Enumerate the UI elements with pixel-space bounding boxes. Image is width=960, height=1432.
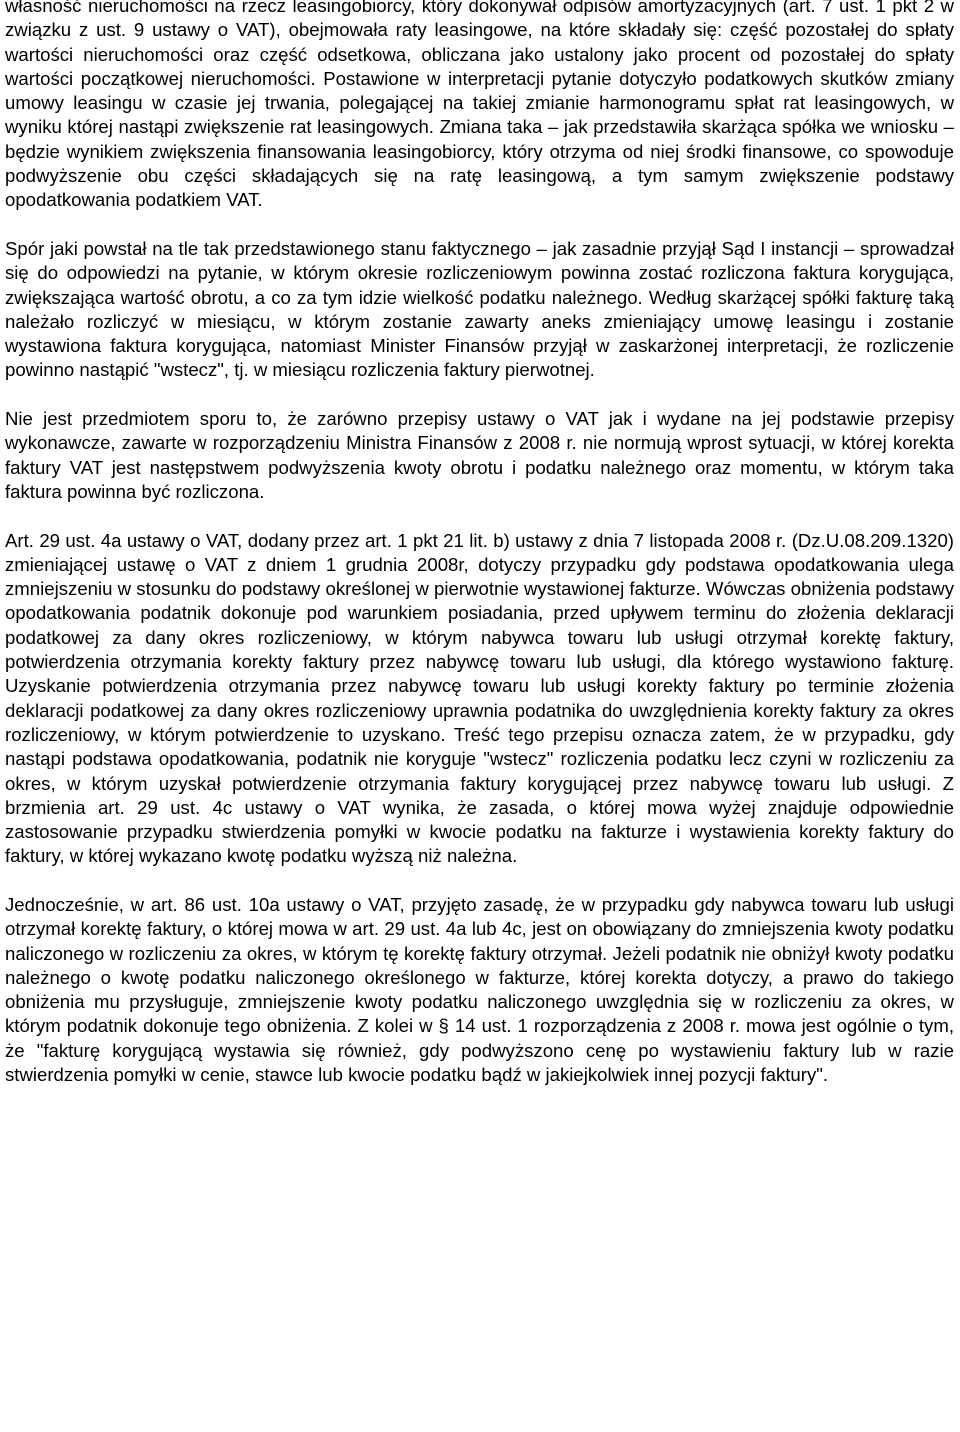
paragraph-leasing-background: własność nieruchomości na rzecz leasingobiorcy, który dokonywał odpisów amortyzacyjnych (art. 7 ust. 1 pkt 2 w związku z ust. 9 ustawy o VAT), obejmowała raty leasingowe, na które składały się: część pozostałej do spłaty wartości nieruchomości oraz część odsetkowa, obliczana jako ustalony jako procent od pozostałej do spłaty wartości początkowej nieruchomości. Postawione w interpretacji pytanie dotyczyło podatkowych skutków zmiany umowy leasingu w czasie jej trwania, polegającej na takiej zmianie harmonogramu spłat rat leasingowych, w wyniku której nastąpi zwiększenie rat leasingowych. Zmiana taka – jak przedstawiła skarżąca spółka we wniosku – będzie wynikiem zwiększenia finansowania leasingobiorcy, który otrzyma od niej środki finansowe, co spowoduje podwyższenie obu części składających się na ratę leasingową, a tym samym zwiększenie podstawy opodatkowania podatkiem VAT. xyxy=(5,0,954,211)
document-page xyxy=(5,0,954,1112)
paragraph-art-86: Jednocześnie, w art. 86 ust. 10a ustawy o VAT, przyjęto zasadę, że w przypadku gdy nabywca towaru lub usługi otrzymał korektę faktury, o której mowa w art. 29 ust. 4a lub 4c, jest on obowiązany do zmniejszenia kwoty podatku naliczonego w rozliczeniu za okres, w którym tę korektę faktury otrzymał. Jeżeli podatnik nie obniżył kwoty podatku należnego o kwotę podatku naliczonego określonego w fakturze, której korekta dotyczy, a prawo do takiego obniżenia mu przysługuje, zmniejszenie kwoty podatku naliczonego uwzględnia się w rozliczeniu za okres, w którym podatnik dokonuje tego obniżenia. Z kolei w § 14 ust. 1 rozporządzenia z 2008 r. mowa jest ogólnie o tym, że "fakturę korygującą wystawia się również, gdy podwyższono cenę po wystawieniu faktury lub w razie stwierdzenia pomyłki w cenie, stawce lub kwocie podatku bądź w jakiejkolwiek innej pozycji faktury". xyxy=(5,893,954,1086)
paragraph-not-disputed: Nie jest przedmiotem sporu to, że zarówno przepisy ustawy o VAT jak i wydane na jej podstawie przepisy wykonawcze, zawarte w rozporządzeniu Ministra Finansów z 2008 r. nie normują wprost sytuacji, w której korekta faktury VAT jest następstwem podwyższenia kwoty obrotu i podatku należnego oraz momentu, w którym taka faktura powinna być rozliczona. xyxy=(5,408,954,502)
paragraph-dispute: Spór jaki powstał na tle tak przedstawionego stanu faktycznego – jak zasadnie przyjął Sąd I instancji – sprowadzał się do odpowiedzi na pytanie, w którym okresie rozliczeniowym powinna zostać rozliczona faktura korygująca, zwiększająca wartość obrotu, a co za tym idzie wielkość podatku należnego. Według skarżącej spółki fakturę taką należało rozliczyć w miesiącu, w którym zostanie zawarty aneks zmieniający umowę leasingu i zostanie wystawiona faktura korygująca, natomiast Minister Finansów przyjął w zaskarżonej interpretacji, że rozliczenie powinno nastąpić "wstecz", tj. w miesiącu rozliczenia faktury pierwotnej. xyxy=(5,237,954,381)
paragraph-art-29: Art. 29 ust. 4a ustawy o VAT, dodany przez art. 1 pkt 21 lit. b) ustawy z dnia 7 listopada 2008 r. (Dz.U.08.209.1320) zmieniającej ustawę o VAT z dniem 1 grudnia 2008r, dotyczy przypadku gdy podstawa opodatkowania ulega zmniejszeniu w stosunku do podstawy określonej w pierwotnie wystawionej fakturze. Wówczas obniżenia podstawy opodatkowania podatnik dokonuje pod warunkiem posiadania, przed upływem terminu do złożenia deklaracji podatkowej za dany okres rozliczeniowy, w którym nabywca towaru lub usługi otrzymał korektę faktury, potwierdzenia otrzymania korekty faktury przez nabywcę towaru lub usługi, dla którego wystawiono fakturę. Uzyskanie potwierdzenia otrzymania przez nabywcę towaru lub usługi korekty faktury po terminie złożenia deklaracji podatkowej za dany okres rozliczeniowy uprawnia podatnika do uwzględnienia korekty faktury za okres rozliczeniowy, w którym potwierdzenie to uzyskano. Treść tego przepisu oznacza zatem, że w przypadku, gdy nastąpi podstawa opodatkowania, podatnik nie koryguje "wstecz" rozliczenia podatku lecz czyni w rozliczeniu za okres, w którym uzyskał potwierdzenie otrzymania faktury korygującej przez nabywcę towaru lub usługi. Z brzmienia art. 29 ust. 4c ustawy o VAT wynika, że zasada, o której mowa wyżej znajduje odpowiednie zastosowanie przypadku stwierdzenia pomyłki w kwocie podatku na fakturze i wystawienia korekty faktury do faktury, w której wykazano kwotę podatku wyższą niż należna. xyxy=(5,529,954,867)
